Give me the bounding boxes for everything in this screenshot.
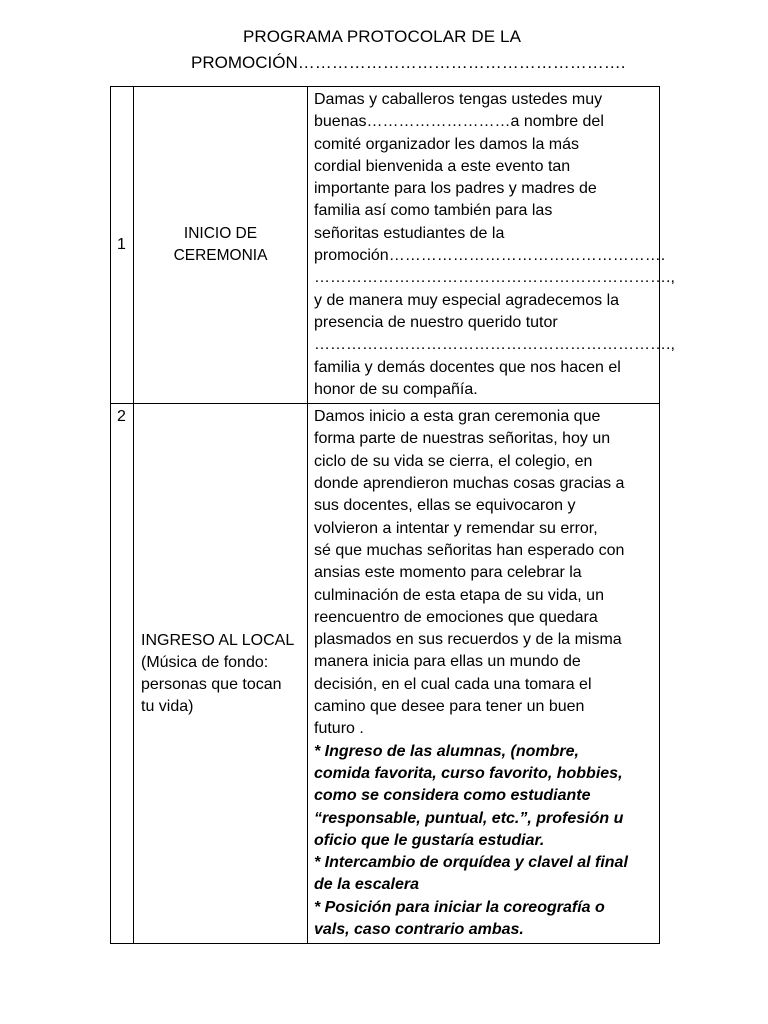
activity-cell	[134, 404, 308, 944]
table-row	[111, 404, 660, 944]
document-title: PROGRAMA PROTOCOLAR DE LA	[242, 27, 522, 46]
text-line: plasmados en sus recuerdos y de la misma	[314, 631, 622, 649]
text-line: sé que muchas señoritas han esperado con	[314, 541, 625, 559]
activity-line: personas que tocan	[141, 675, 282, 693]
text-line: Damos inicio a esta gran ceremonia que	[314, 408, 601, 426]
text-line: volvieron a intentar y remendar su error,	[314, 519, 598, 537]
text-line: familia así como también para las	[314, 202, 553, 220]
activity-line: (Música de fondo:	[141, 653, 269, 671]
instruction-line: de la escalera	[314, 876, 419, 894]
script-text-cell	[308, 87, 675, 404]
text-line: reencuentro de emociones que quedara	[314, 608, 598, 626]
row-number: 2	[111, 404, 134, 944]
text-line: cordial bienvenida a este evento tan	[314, 157, 571, 175]
text-line: promoción…………………………………………….	[314, 247, 666, 265]
text-line: ansias este momento para celebrar la	[314, 564, 582, 582]
activity-line: tu vida)	[141, 697, 194, 715]
activity-line: INICIO DE	[183, 225, 258, 243]
text-line: decisión, en el cual cada una tomara el	[314, 675, 592, 693]
activity-cell	[134, 87, 308, 404]
text-line: Damas y caballeros tengas ustedes muy	[314, 91, 603, 108]
text-line: buenas………………………a nombre del	[314, 113, 604, 131]
text-line: forma parte de nuestras señoritas, hoy un	[314, 430, 611, 448]
instruction-line: como se considera como estudiante	[314, 787, 591, 805]
instruction-line: * Posición para iniciar la coreografía o	[314, 898, 605, 916]
script-text-cell	[308, 404, 660, 944]
text-line: ciclo de su vida se cierra, el colegio, en	[314, 452, 593, 470]
text-line: señoritas estudiantes de la	[314, 224, 505, 242]
text-line: camino que desee para tener un buen	[314, 698, 585, 716]
text-line: futuro .	[314, 720, 364, 738]
text-line: familia y demás docentes que nos hacen el	[314, 358, 621, 376]
text-line: ………………………………………………………….,	[314, 269, 675, 287]
document-subtitle: PROMOCIÓN………………………………………………….	[191, 53, 626, 72]
text-line: y de manera muy especial agradecemos la	[314, 291, 620, 309]
instruction-line: * Intercambio de orquídea y clavel al final	[314, 854, 628, 872]
instruction-line: oficio que le gustaría estudiar.	[314, 831, 545, 849]
instruction-line: * Ingreso de las alumnas, (nombre,	[314, 742, 579, 760]
text-line: sus docentes, ellas se equivocaron y	[314, 497, 576, 515]
instruction-line: vals, caso contrario ambas.	[314, 920, 524, 938]
text-line: honor de su compañía.	[314, 380, 478, 398]
instruction-line: “responsable, puntual, etc.”, profesión u	[314, 809, 624, 827]
table-row	[111, 87, 660, 404]
text-line: donde aprendieron muchas cosas gracias a	[314, 475, 625, 493]
protocol-table	[110, 86, 675, 944]
activity-line: CEREMONIA	[173, 247, 268, 265]
instruction-line: comida favorita, curso favorito, hobbies,	[314, 764, 623, 782]
text-line: manera inicia para ellas un mundo de	[314, 653, 581, 671]
text-line: comité organizador les damos la más	[314, 135, 580, 153]
text-line: ………………………………………………………….,	[314, 336, 675, 354]
row-number: 1	[111, 87, 134, 404]
text-line: presencia de nuestro querido tutor	[314, 313, 558, 331]
activity-line: INGRESO AL LOCAL	[141, 631, 295, 649]
text-line: importante para los padres y madres de	[314, 180, 597, 198]
text-line: culminación de esta etapa de su vida, un	[314, 586, 604, 604]
